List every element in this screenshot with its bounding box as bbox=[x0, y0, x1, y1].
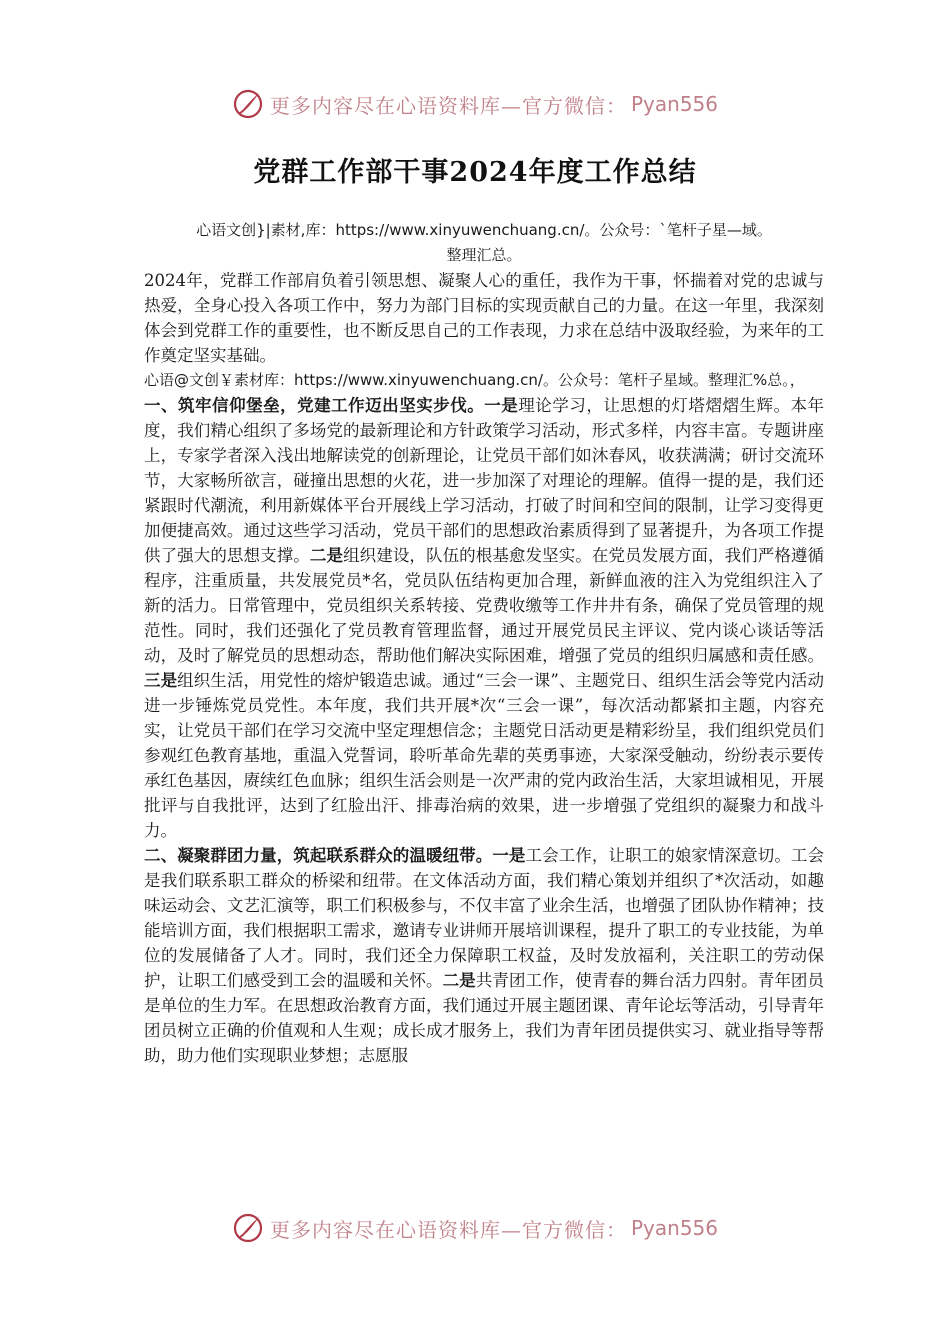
section2-heading: 二、凝聚群团力量，筑起联系群众的温暖纽带。 bbox=[144, 846, 493, 865]
section1-lead-1: 一是 bbox=[484, 396, 519, 415]
banner-text: 更多内容尽在心语资料库—官方微信： bbox=[269, 93, 627, 118]
section1-text-2: 组织建设，队伍的根基愈发坚实。在党员发展方面，我们严格遵循程序，注重质量，共发展党员*名，党员队伍结构更加合理，新鲜血液的注入为党组织注入了新的活力。日常管理中，党员组织关系转接、党费收缴等工作井井有条，确保了党员管理的规范性。同时，我们还强化了党员教育管理监督，通过开展党员民主评议、党内谈心谈话等活动，及时了解党员的思想动态，帮助他们解决实际困难，增强了党员的组织归属感和责任感。 bbox=[144, 546, 825, 665]
header-banner bbox=[0, 84, 950, 124]
section2-lead-2: 二是 bbox=[442, 971, 476, 990]
footer-banner bbox=[0, 1208, 950, 1248]
section1-heading: 一、筑牢信仰堡垒，党建工作迈出坚实步伐。 bbox=[144, 396, 485, 415]
section1-lead-2: 二是 bbox=[309, 546, 344, 565]
quill-logo-icon bbox=[232, 88, 264, 120]
document-body bbox=[144, 218, 824, 1068]
section1-lead-3: 三是 bbox=[144, 671, 178, 690]
source-note-line2: 整理汇总。 bbox=[446, 246, 522, 264]
quill-logo-icon bbox=[232, 1212, 264, 1244]
banner-wechat-id: Pyan556 bbox=[630, 92, 718, 116]
intro-paragraph: 2024年，党群工作部肩负着引领思想、凝聚人心的重任，我作为干事，怀揣着对党的忠诚与热爱，全身心投入各项工作中，努力为部门目标的实现贡献自己的力量。在这一年里，我深刻体会到党群工作的重要性，也不断反思自己的工作表现，力求在总结中汲取经验，为来年的工作奠定坚实基础。 bbox=[144, 271, 824, 365]
banner-text: 更多内容尽在心语资料库—官方微信： bbox=[269, 1217, 627, 1242]
source-note-line1: 心语文创}|素材,库：https://www.xinyuwenchuang.cn/。公众号：`笔杆子星—域。 bbox=[196, 221, 772, 239]
section2-paragraph bbox=[144, 843, 824, 1068]
source-note bbox=[144, 218, 824, 268]
section1-text-1: 理论学习，让思想的灯塔熠熠生辉。本年度，我们精心组织了多场党的最新理论和方针政策学习活动，形式多样，内容丰富。专题讲座上，专家学者深入浅出地解读党的创新理论，让党员干部们如沐春风，收获满满；研讨交流环节，大家畅所欲言，碰撞出思想的火花，进一步加深了对理论的理解。值得一提的是，我们还紧跟时代潮流，利用新媒体平台开展线上学习活动，打破了时间和空间的限制，让学习变得更加便捷高效。通过这些学习活动，党员干部们的思想政治素质得到了显著提升，为各项工作提供了强大的思想支撑。 bbox=[144, 396, 825, 565]
section1-paragraph bbox=[144, 393, 824, 843]
section2-text-2: 共青团工作，使青春的舞台活力四射。青年团员是单位的生力军。在思想政治教育方面，我们通过开展主题团课、青年论坛等活动，引导青年团员树立正确的价值观和人生观；成长成才服务上，我们为青年团员提供实习、就业指导等帮助，助力他们实现职业梦想；志愿服 bbox=[144, 971, 825, 1065]
banner-wechat-id: Pyan556 bbox=[630, 1216, 718, 1240]
section1-text-3: 组织生活，用党性的熔炉锻造忠诚。通过“三会一课”、主题党日、组织生活会等党内活动进一步锤炼党员党性。本年度，我们共开展*次“三会一课”，每次活动都紧扣主题，内容充实，让党员干部们在学习交流中坚定理想信念；主题党日活动更是精彩纷呈，我们组织党员们参观红色教育基地，重温入党誓词，聆听革命先辈的英勇事迹，大家深受触动，纷纷表示要传承红色基因，赓续红色血脉；组织生活会则是一次严肃的党内政治生活，大家坦诚相见，开展批评与自我批评，达到了红脸出汗、排毒治病的效果，进一步增强了党组织的凝聚力和战斗力。 bbox=[144, 671, 824, 840]
source-note-2: 心语@文创￥素材库：https://www.xinyuwenchuang.cn/。公众号：笔杆子星域。整理汇%总。， bbox=[144, 371, 805, 389]
document-title: 党群工作部干事2024年度工作总结 bbox=[253, 157, 697, 188]
section2-lead-1: 一是 bbox=[492, 846, 526, 865]
section2-text-1: 工会工作，让职工的娘家情深意切。工会是我们联系职工群众的桥梁和纽带。在文体活动方面，我们精心策划并组织了*次活动，如趣味运动会、文艺汇演等，职工们积极参与，不仅丰富了业余生活，也增强了团队协作精神；技能培训方面，我们根据职工需求，邀请专业讲师开展培训课程，提升了职工的专业技能，为单位的发展储备了人才。同时，我们还全力保障职工权益，及时发放福利，关注职工的劳动保护，让职工们感受到工会的温暖和关怀。 bbox=[144, 846, 825, 990]
